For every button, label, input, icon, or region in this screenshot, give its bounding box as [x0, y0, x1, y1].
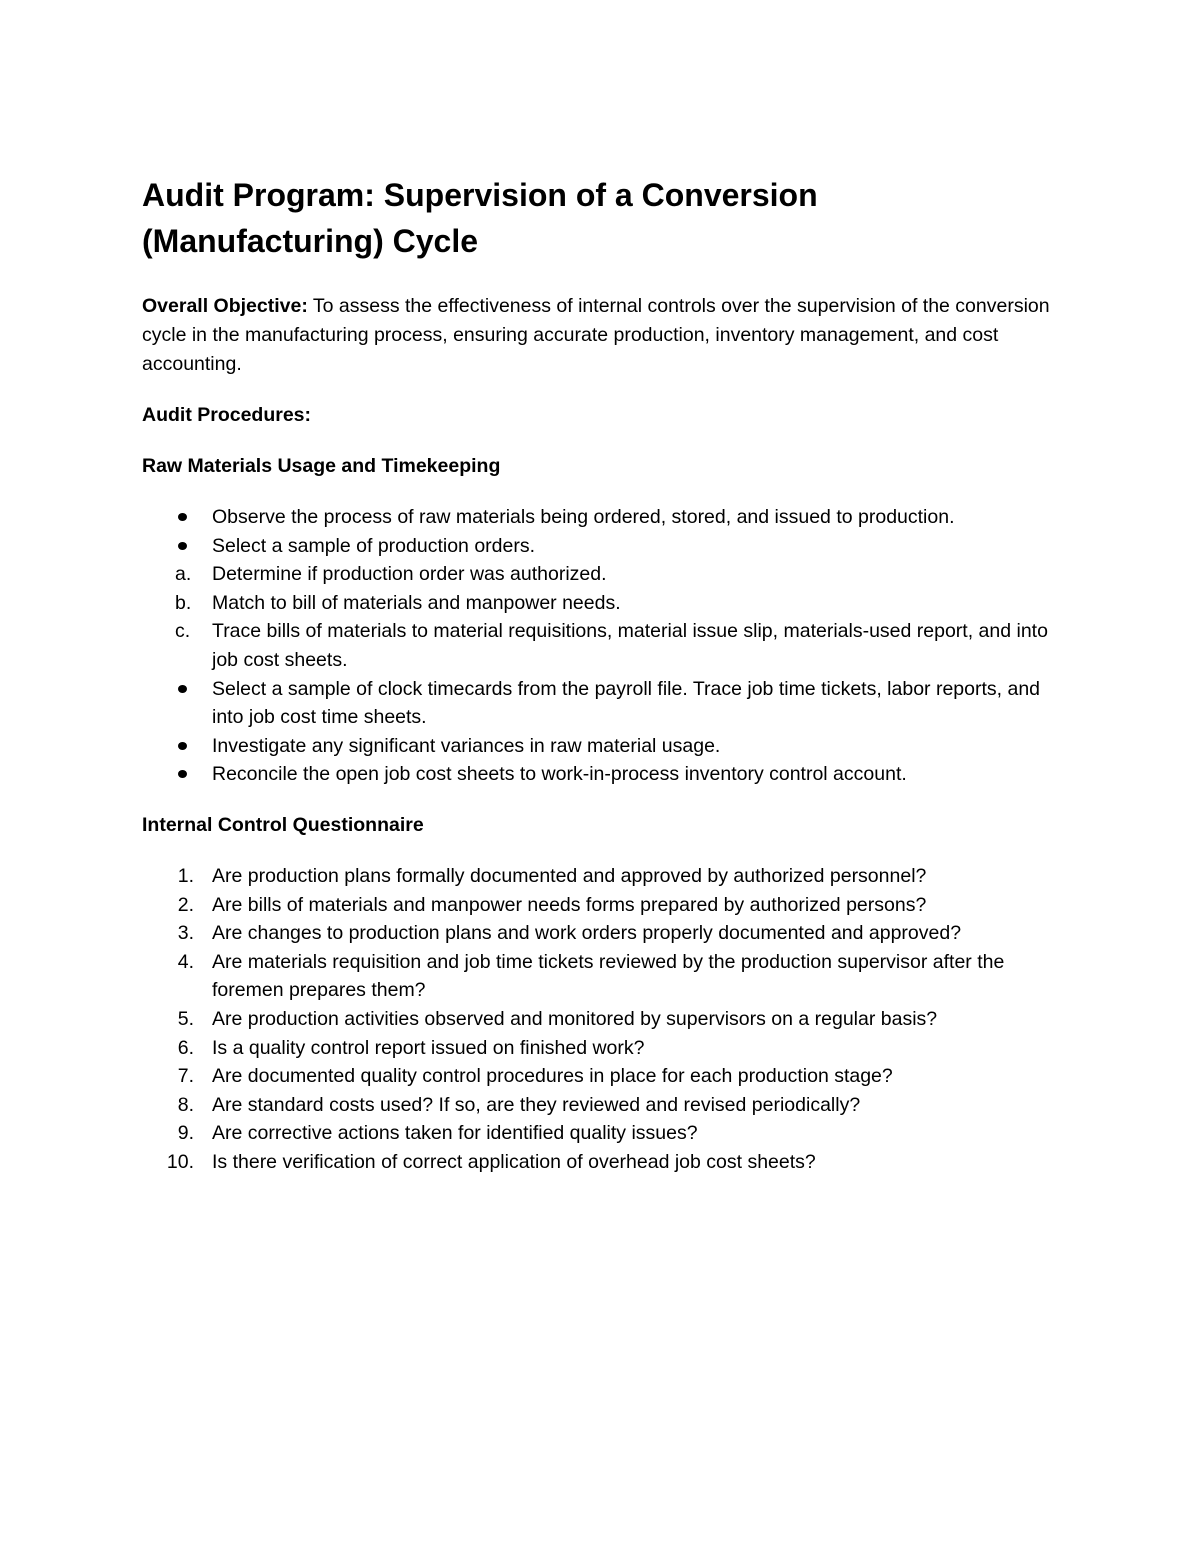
questionnaire-list-item — [142, 1091, 1062, 1120]
question-text: Are production activities observed and monitored by supervisors on a regular basis? — [212, 1007, 938, 1030]
section-internal-control-heading: Internal Control Questionnaire — [142, 813, 424, 836]
list-number-marker: 4. — [177, 950, 194, 973]
questionnaire-list-item — [142, 919, 1062, 948]
overall-objective — [142, 292, 1062, 379]
question-text: Are production plans formally documented and approved by authorized personnel? — [212, 864, 927, 887]
title-line-1: Audit Program: Supervision of a Conversion — [142, 177, 818, 213]
document-page — [142, 172, 1062, 1176]
procedure-text: Reconcile the open job cost sheets to work-in-process inventory control account. — [212, 763, 907, 786]
objective-text: To assess the effectiveness of internal controls over the supervision of the conversion cycle in the manufacturing process, ensuring accurate production, inventory management, and cost accounting. — [142, 295, 1050, 375]
document-title — [142, 172, 1062, 264]
list-letter-marker: a. — [175, 563, 192, 586]
bullet-icon — [178, 542, 187, 550]
question-text: Are materials requisition and job time tickets reviewed by the production supervisor after the foremen prepares them? — [212, 950, 1005, 1002]
questionnaire-list-item — [142, 1005, 1062, 1034]
procedure-text: Determine if production order was authorized. — [212, 563, 607, 586]
procedure-list-item — [142, 503, 1062, 532]
questionnaire-list-item — [142, 948, 1062, 1005]
bullet-icon — [178, 685, 187, 693]
list-number-marker: 2. — [177, 893, 194, 916]
question-text: Are corrective actions taken for identified quality issues? — [212, 1122, 698, 1145]
list-number-marker: 8. — [177, 1093, 194, 1116]
questionnaire-list-item — [142, 1148, 1062, 1177]
question-text: Is a quality control report issued on finished work? — [212, 1036, 645, 1059]
list-letter-marker: c. — [175, 620, 191, 643]
question-text: Are documented quality control procedures in place for each production stage? — [212, 1065, 893, 1088]
raw-materials-procedure-list — [142, 503, 1062, 789]
procedure-text: Select a sample of production orders. — [212, 534, 536, 557]
procedure-text: Select a sample of clock timecards from the payroll file. Trace job time tickets, labor reports, and into job cost time sheets. — [212, 677, 1041, 729]
questionnaire-list-item — [142, 891, 1062, 920]
bullet-icon — [178, 770, 187, 778]
procedure-text: Investigate any significant variances in raw material usage. — [212, 734, 721, 757]
procedure-list-item — [142, 732, 1062, 761]
list-number-marker: 6. — [177, 1036, 194, 1059]
procedure-text: Match to bill of materials and manpower needs. — [212, 591, 621, 614]
audit-procedures-heading: Audit Procedures: — [142, 404, 312, 426]
questionnaire-list-item — [142, 1062, 1062, 1091]
procedure-text: Observe the process of raw materials being ordered, stored, and issued to production. — [212, 506, 955, 528]
list-number-marker: 5. — [177, 1007, 194, 1030]
question-text: Is there verification of correct application of overhead job cost sheets? — [212, 1150, 816, 1173]
procedure-list-item — [142, 532, 1062, 561]
list-number-marker: 3. — [177, 922, 194, 945]
procedure-list-item — [142, 617, 1062, 674]
procedure-list-item — [142, 675, 1062, 732]
section-raw-materials-heading: Raw Materials Usage and Timekeeping — [142, 455, 501, 477]
question-text: Are standard costs used? If so, are they reviewed and revised periodically? — [212, 1093, 861, 1116]
procedure-text: Trace bills of materials to material requisitions, material issue slip, materials-used report, and into job cost sheets. — [212, 620, 1048, 671]
questionnaire-list-item — [142, 1034, 1062, 1063]
procedure-list-item — [142, 560, 1062, 589]
title-line-2: (Manufacturing) Cycle — [142, 223, 479, 259]
procedure-list-item — [142, 589, 1062, 618]
questionnaire-list-item — [142, 862, 1062, 891]
bullet-icon — [178, 513, 187, 521]
list-letter-marker: b. — [175, 591, 192, 614]
list-number-marker: 9. — [177, 1122, 194, 1145]
question-text: Are changes to production plans and work orders properly documented and approved? — [212, 922, 962, 945]
list-number-marker: 1. — [177, 864, 194, 887]
internal-control-questionnaire-list — [142, 862, 1062, 1177]
bullet-icon — [178, 742, 187, 750]
list-number-marker: 10. — [166, 1150, 194, 1173]
list-number-marker: 7. — [177, 1065, 194, 1088]
question-text: Are bills of materials and manpower needs forms prepared by authorized persons? — [212, 893, 927, 916]
objective-label: Overall Objective: — [142, 295, 308, 317]
procedure-list-item — [142, 760, 1062, 789]
questionnaire-list-item — [142, 1119, 1062, 1148]
